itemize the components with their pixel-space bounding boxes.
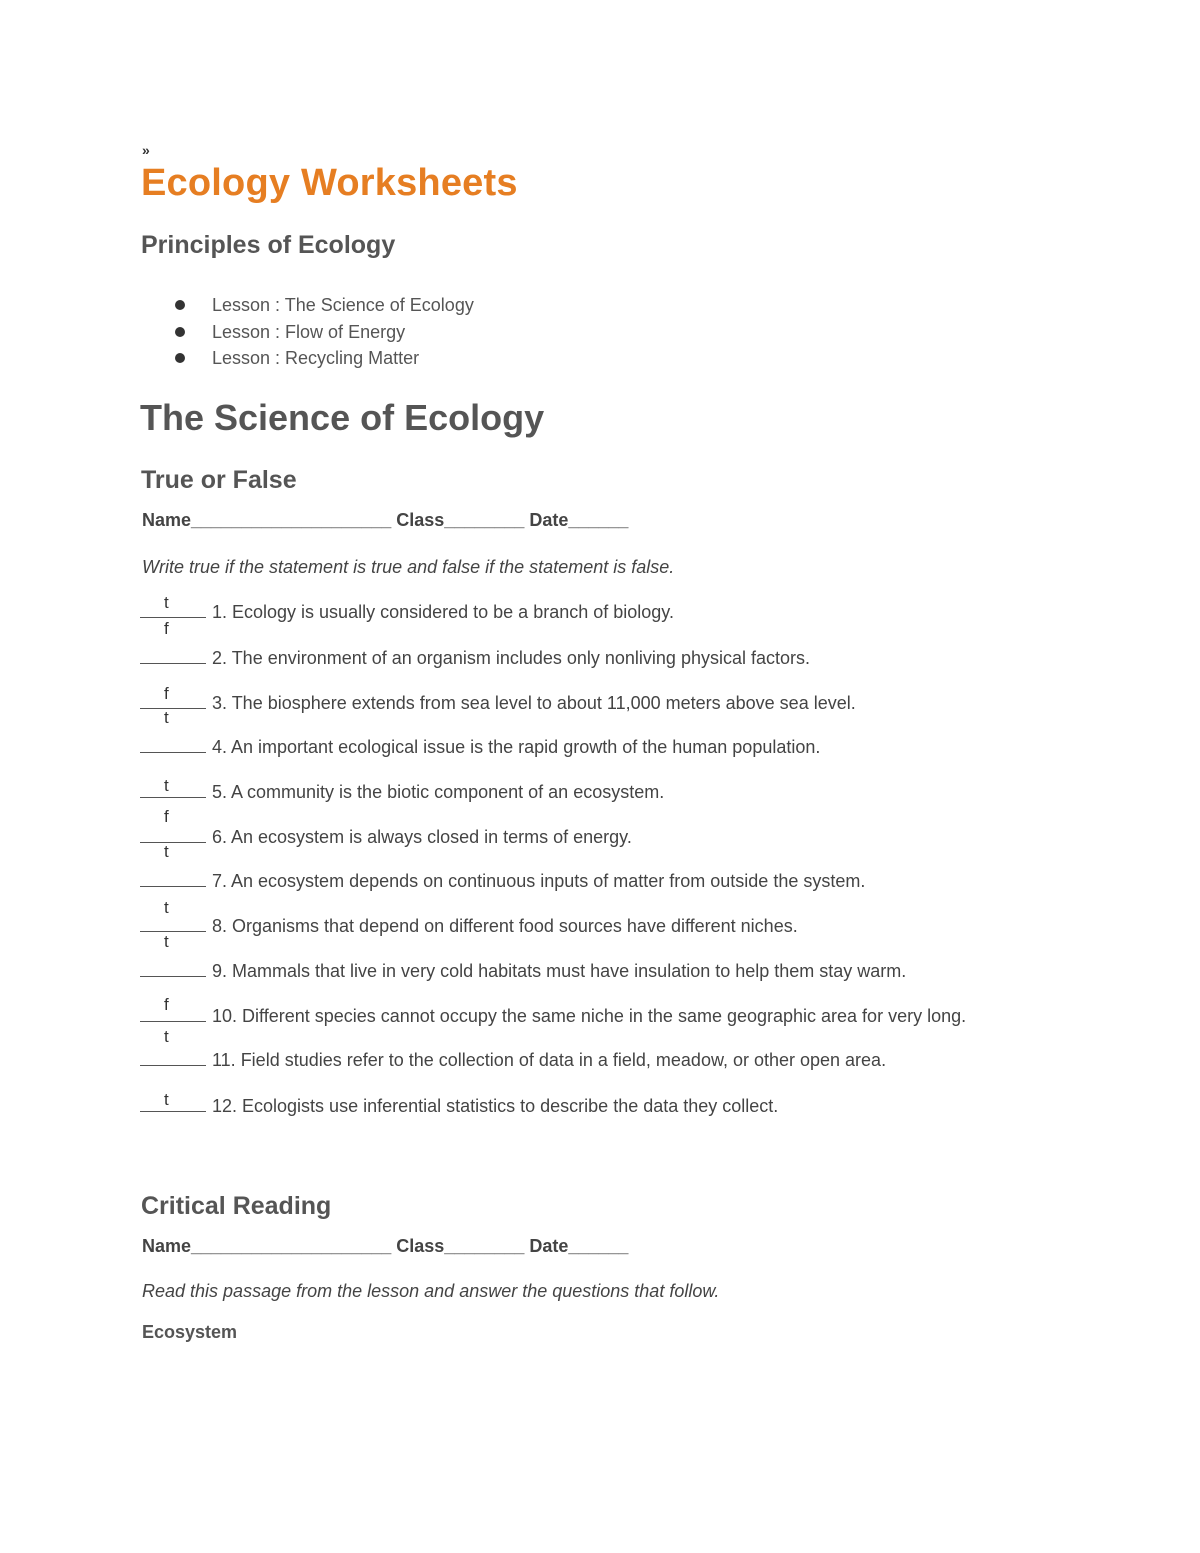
lesson-item — [172, 293, 474, 320]
question-text: 1. Ecology is usually considered to be a branch of biology. — [212, 602, 674, 622]
question-row — [140, 995, 967, 1029]
answer-blank[interactable] — [140, 932, 206, 977]
answer-blank[interactable] — [140, 619, 206, 664]
answer-value: f — [164, 619, 169, 638]
bullet-icon — [175, 327, 185, 337]
true-false-heading: True or False — [141, 466, 297, 494]
question-row — [140, 776, 665, 805]
lesson-item — [172, 346, 474, 373]
question-text: 7. An ecosystem depends on continuous inputs of matter from outside the system. — [212, 871, 866, 891]
question-text: 6. An ecosystem is always closed in terms of energy. — [212, 827, 632, 847]
answer-blank[interactable] — [140, 995, 206, 1022]
question-text: 10. Different species cannot occupy the same niche in the same geographic area for very long. — [212, 1006, 967, 1026]
question-row — [140, 684, 856, 716]
instruction-text: Read this passage from the lesson and answer the questions that follow. — [142, 1281, 720, 1301]
lesson-label: Lesson : The Science of Ecology — [212, 295, 474, 315]
answer-value: t — [164, 1090, 169, 1109]
answer-blank[interactable] — [140, 1027, 206, 1066]
answer-blank[interactable] — [140, 593, 206, 618]
question-row — [140, 932, 907, 984]
instruction-text: Write true if the statement is true and false if the statement is false. — [142, 557, 675, 577]
question-row — [140, 1090, 779, 1119]
answer-value: t — [164, 708, 169, 727]
section-heading-principles: Principles of Ecology — [141, 231, 396, 259]
question-text: 11. Field studies refer to the collection of data in a field, meadow, or other open area. — [212, 1050, 887, 1070]
answer-value: t — [164, 776, 169, 795]
question-text: 2. The environment of an organism includes only nonliving physical factors. — [212, 648, 810, 668]
answer-blank[interactable] — [140, 776, 206, 798]
question-text: 5. A community is the biotic component of an ecosystem. — [212, 782, 665, 802]
question-row — [140, 898, 798, 939]
answer-value: t — [164, 593, 169, 612]
answer-blank[interactable] — [140, 842, 206, 887]
answer-blank[interactable] — [140, 684, 206, 709]
ecosystem-subheading: Ecosystem — [142, 1322, 238, 1342]
answer-value: f — [164, 807, 169, 826]
answer-blank[interactable] — [140, 898, 206, 932]
lesson-label: Lesson : Recycling Matter — [212, 348, 420, 368]
question-text: 3. The biosphere extends from sea level to about 11,000 meters above sea level. — [212, 693, 856, 713]
answer-blank[interactable] — [140, 1090, 206, 1112]
answer-value: f — [164, 995, 169, 1014]
question-row — [140, 619, 810, 671]
name-class-date-line[interactable]: Name____________________ Class________ Date______ — [142, 1236, 629, 1256]
question-text: 8. Organisms that depend on different food sources have different niches. — [212, 916, 798, 936]
question-text: 12. Ecologists use inferential statistics to describe the data they collect. — [212, 1096, 779, 1116]
bullet-icon — [175, 300, 185, 310]
answer-value: f — [164, 684, 169, 703]
answer-value: t — [164, 898, 169, 917]
question-row — [140, 708, 821, 760]
breadcrumb-chevron: » — [142, 142, 150, 158]
question-text: 9. Mammals that live in very cold habitats must have insulation to help them stay warm. — [212, 961, 907, 981]
critical-reading-heading: Critical Reading — [141, 1192, 332, 1220]
answer-value: t — [164, 1027, 169, 1046]
question-row — [140, 1027, 887, 1073]
lesson-item — [172, 320, 474, 347]
answer-blank[interactable] — [140, 708, 206, 753]
science-title: The Science of Ecology — [140, 397, 545, 438]
lesson-label: Lesson : Flow of Energy — [212, 321, 406, 342]
page-title: Ecology Worksheets — [141, 162, 518, 204]
bullet-icon — [175, 353, 185, 363]
name-class-date-line[interactable]: Name____________________ Class________ Date______ — [142, 510, 629, 530]
lesson-list — [172, 293, 474, 373]
answer-value: t — [164, 842, 169, 861]
question-row — [140, 593, 674, 625]
question-row — [140, 807, 632, 850]
answer-blank[interactable] — [140, 807, 206, 843]
question-text: 4. An important ecological issue is the rapid growth of the human population. — [212, 737, 821, 757]
question-row — [140, 842, 866, 894]
answer-value: t — [164, 932, 169, 951]
